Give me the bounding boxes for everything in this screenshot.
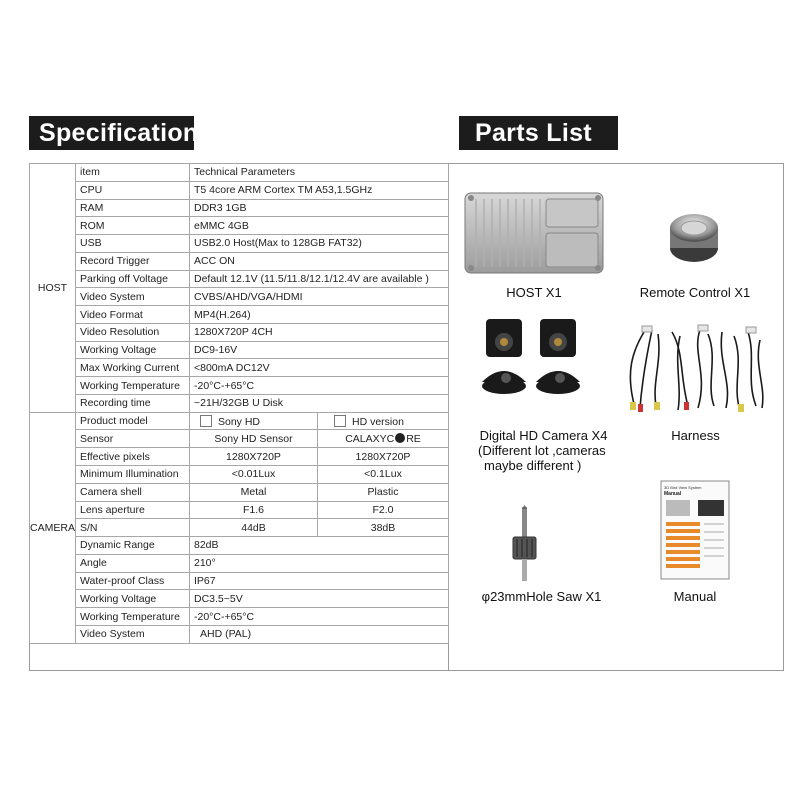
row-item: Record Trigger [76, 252, 190, 270]
row-item: RAM [76, 199, 190, 217]
table-row [30, 270, 449, 288]
row-item: Parking off Voltage [76, 270, 190, 288]
hole-saw-image [508, 505, 542, 583]
table-row [30, 306, 449, 324]
row-value: 210° [190, 554, 449, 572]
row-value: USB2.0 Host(Max to 128GB FAT32) [190, 235, 449, 253]
row-item: Video System [76, 625, 190, 643]
table-row [30, 217, 449, 235]
table-row [30, 448, 449, 466]
row-item: Recording time [76, 394, 190, 412]
galaxycore-logo-icon [395, 433, 405, 443]
row-value-b: F2.0 [318, 501, 449, 519]
row-item: Video Resolution [76, 323, 190, 341]
hole-saw-caption: φ23mmHole Saw X1 [481, 589, 602, 604]
row-item: Working Temperature [76, 608, 190, 626]
checkbox-icon[interactable] [334, 415, 346, 427]
checkbox-icon[interactable] [200, 415, 212, 427]
product-model-row [30, 412, 449, 430]
table-row [30, 483, 449, 501]
table-row [30, 199, 449, 217]
row-item: Angle [76, 554, 190, 572]
row-value: ACC ON [190, 252, 449, 270]
row-item: Camera shell [76, 483, 190, 501]
row-item: Effective pixels [76, 448, 190, 466]
row-value: -20°C-+65°C [190, 377, 449, 395]
table-row [30, 608, 449, 626]
row-value-b: CALAXYC RE [318, 430, 449, 448]
camera-caption-line3: maybe different ) [484, 458, 582, 473]
camera-caption-line2: (Different lot ,cameras [478, 443, 606, 458]
table-row [30, 235, 449, 253]
row-value-b: 38dB [318, 519, 449, 537]
table-row [30, 466, 449, 484]
cameras-image [476, 316, 586, 402]
row-item: Working Voltage [76, 590, 190, 608]
table-header-row [30, 164, 449, 182]
table-row [30, 323, 449, 341]
row-value: ~21H/32GB U Disk [190, 394, 449, 412]
harness-caption: Harness [671, 428, 720, 443]
row-value: Default 12.1V (11.5/11.8/12.1/12.4V are available ) [190, 270, 449, 288]
header-parameters: Technical Parameters [190, 164, 449, 182]
row-item: USB [76, 235, 190, 253]
row-value: MP4(H.264) [190, 306, 449, 324]
harness-image [622, 322, 772, 417]
table-row [30, 341, 449, 359]
row-value-a: 1280X720P [190, 448, 318, 466]
model-option-sony[interactable]: Sony HD [190, 412, 318, 430]
row-value: <800mA DC12V [190, 359, 449, 377]
row-value: AHD (PAL) [190, 625, 449, 643]
host-section-label: HOST [30, 164, 76, 413]
table-row [30, 359, 449, 377]
row-value-a: Sony HD Sensor [190, 430, 318, 448]
row-item: Sensor [76, 430, 190, 448]
table-row [30, 181, 449, 199]
row-value-b: Plastic [318, 483, 449, 501]
row-item: Dynamic Range [76, 537, 190, 555]
table-row [30, 430, 449, 448]
camera-section-label: CAMERA [30, 412, 76, 643]
row-item: Max Working Current [76, 359, 190, 377]
table-row [30, 554, 449, 572]
row-value: DDR3 1GB [190, 199, 449, 217]
host-unit-image [462, 185, 607, 280]
row-value: -20°C-+65°C [190, 608, 449, 626]
manual-image [660, 480, 730, 580]
row-value-b: <0.1Lux [318, 466, 449, 484]
table-row [30, 625, 449, 643]
parts-list-heading: Parts List [459, 116, 618, 150]
row-value-a: 44dB [190, 519, 318, 537]
row-value: 82dB [190, 537, 449, 555]
row-value: T5 4core ARM Cortex TM A53,1.5GHz [190, 181, 449, 199]
host-caption: HOST X1 [506, 285, 562, 300]
row-value-a: <0.01Lux [190, 466, 318, 484]
row-value: eMMC 4GB [190, 217, 449, 235]
row-item: Lens aperture [76, 501, 190, 519]
camera-caption-line1: Digital HD Camera X4 [479, 428, 608, 443]
row-item: Product model [76, 412, 190, 430]
row-value: DC3.5~5V [190, 590, 449, 608]
remote-control-caption: Remote Control X1 [639, 285, 751, 300]
table-row [30, 252, 449, 270]
manual-subtitle-text: Manual [664, 491, 682, 497]
row-value-b: 1280X720P [318, 448, 449, 466]
manual-title-text: 3D Bird View System [664, 485, 702, 490]
table-row [30, 377, 449, 395]
row-value: CVBS/AHD/VGA/HDMI [190, 288, 449, 306]
row-item: ROM [76, 217, 190, 235]
manual-caption: Manual [673, 589, 717, 604]
row-value-a: Metal [190, 483, 318, 501]
header-item: item [76, 164, 190, 182]
table-row [30, 519, 449, 537]
row-value: DC9-16V [190, 341, 449, 359]
row-item: Video Format [76, 306, 190, 324]
table-row [30, 394, 449, 412]
remote-control-image [668, 210, 720, 265]
table-row [30, 590, 449, 608]
specification-table [29, 163, 449, 644]
model-option-hd[interactable]: HD version [318, 412, 449, 430]
table-row [30, 288, 449, 306]
row-item: CPU [76, 181, 190, 199]
row-value: IP67 [190, 572, 449, 590]
table-row [30, 537, 449, 555]
row-item: Video System [76, 288, 190, 306]
table-row [30, 572, 449, 590]
row-item: S/N [76, 519, 190, 537]
row-item: Working Voltage [76, 341, 190, 359]
row-item: Working Temperature [76, 377, 190, 395]
row-item: Water-proof Class [76, 572, 190, 590]
row-item: Minimum Illumination [76, 466, 190, 484]
row-value-a: F1.6 [190, 501, 318, 519]
specification-heading: Specification [29, 116, 194, 150]
row-value: 1280X720P 4CH [190, 323, 449, 341]
table-row [30, 501, 449, 519]
